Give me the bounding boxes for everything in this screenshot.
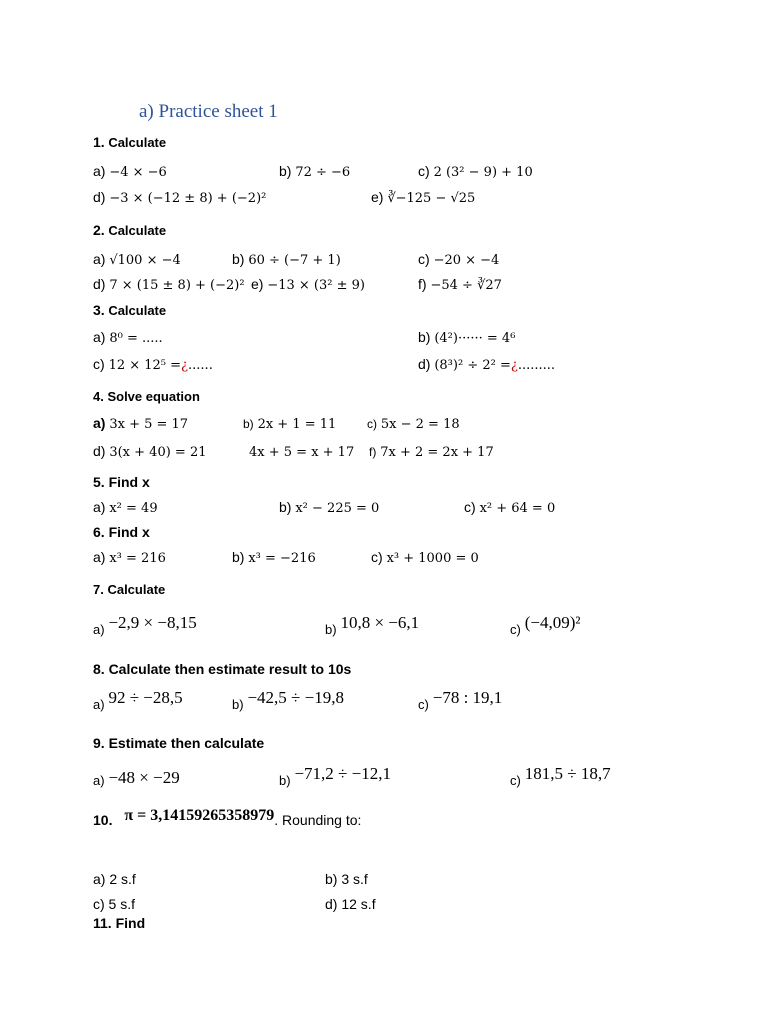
section-number: 3. [93, 302, 105, 318]
exercise-3a: a) 8⁰ = ..... [93, 329, 163, 346]
exercise-3c: c) 12 × 12⁵ =¿...... [93, 356, 213, 373]
exercise-9c: c) 181,5 ÷ 18,7 [510, 764, 611, 788]
exercise-9b: b) −71,2 ÷ −12,1 [279, 764, 391, 788]
section-number: 10. [93, 812, 113, 828]
exercise-5b: b) x² − 225 = 0 [279, 499, 380, 516]
exercise-6b: b) x³ = −216 [232, 549, 316, 566]
option-10c: c) 5 s.f [93, 896, 136, 912]
exercise-5a: a) x² = 49 [93, 499, 158, 516]
exercise-6a: a) x³ = 216 [93, 549, 166, 566]
exercise-5c: c) x² + 64 = 0 [464, 499, 556, 516]
option-10b: b) 3 s.f [325, 871, 368, 887]
exercise-1d: d) −3 × (−12 ± 8) + (−2)² [93, 189, 267, 206]
exercise-7b: b) 10,8 × −6,1 [325, 613, 420, 637]
exercise-1b: b) 72 ÷ −6 [279, 163, 351, 180]
section-title: Calculate [108, 223, 167, 238]
section-3-heading [93, 302, 166, 318]
exercise-2e: e) −13 × (3² ± 9) [251, 276, 365, 293]
exercise-2d: d) 7 × (15 ± 8) + (−2)² [93, 276, 245, 293]
section-6-heading: 6. Find x [93, 524, 150, 540]
section-5-heading: 5. Find x [93, 474, 150, 490]
section-title: Calculate [108, 135, 167, 150]
exercise-4f: f) 7x + 2 = 2x + 17 [369, 445, 494, 460]
option-10d: d) 12 s.f [325, 896, 376, 912]
exercise-3b: b) (4²)······ = 4⁶ [418, 329, 516, 346]
section-7-heading: 7. Calculate [93, 582, 166, 597]
section-1-heading [93, 134, 166, 150]
section-number: 2. [93, 222, 105, 238]
section-4-heading: 4. Solve equation [93, 389, 200, 404]
exercise-2b: b) 60 ÷ (−7 + 1) [232, 251, 341, 268]
exercise-2f: f) −54 ÷ ∛27 [418, 276, 502, 293]
exercise-3d: d) (8³)² ÷ 2² =¿......... [418, 356, 556, 373]
exercise-4b: b) 2x + 1 = 11 [243, 417, 337, 432]
exercise-7a: a) −2,9 × −8,15 [93, 613, 197, 637]
section-title: Calculate [108, 303, 167, 318]
exercise-2c: c) −20 × −4 [418, 251, 500, 268]
section-number: 1. [93, 134, 105, 150]
exercise-4a: a) 3x + 5 = 17 [93, 415, 189, 432]
exercise-1e: e) ∛−125 − √25 [371, 189, 476, 206]
section-11-heading: 11. Find [93, 915, 146, 931]
exercise-4c: c) 5x − 2 = 18 [367, 417, 460, 432]
exercise-4d: d) 3(x + 40) = 21 [93, 443, 207, 460]
exercise-1c: c) 2 (3² − 9) + 10 [418, 163, 533, 180]
exercise-4e: 4x + 5 = x + 17 [249, 445, 355, 460]
section-title: . Rounding to: [274, 812, 362, 828]
section-8-heading: 8. Calculate then estimate result to 10s [93, 661, 352, 677]
exercise-7c: c) (−4,09)² [510, 613, 581, 637]
exercise-8c: c) −78 : 19,1 [418, 688, 503, 712]
exercise-9a: a) −48 × −29 [93, 768, 180, 788]
exercise-1a: a) −4 × −6 [93, 163, 167, 180]
exercise-8a: a) 92 ÷ −28,5 [93, 688, 183, 712]
section-10-heading [93, 807, 362, 830]
page-title: a) Practice sheet 1 [139, 101, 278, 122]
exercise-2a: a) √100 × −4 [93, 251, 181, 268]
section-2-heading [93, 222, 166, 238]
option-10a: a) 2 s.f [93, 871, 136, 887]
exercise-8b: b) −42,5 ÷ −19,8 [232, 688, 344, 712]
section-9-heading: 9. Estimate then calculate [93, 735, 265, 751]
exercise-6c: c) x³ + 1000 = 0 [371, 549, 479, 566]
pi-value: π = 3,14159265358979 [124, 807, 275, 824]
